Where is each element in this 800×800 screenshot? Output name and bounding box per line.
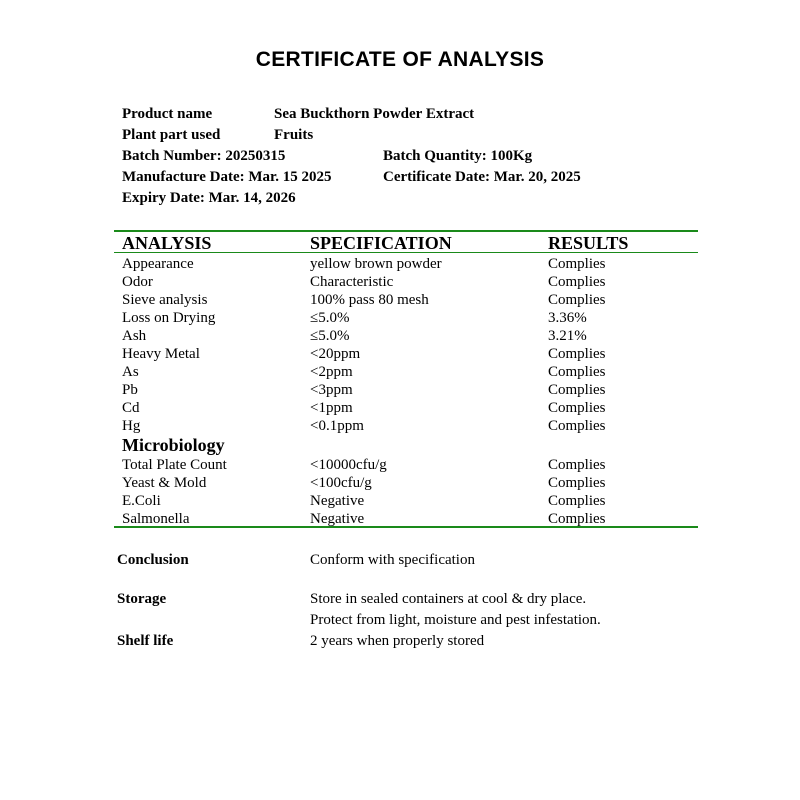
cell-result: Complies bbox=[548, 274, 606, 290]
shelf-life-value: 2 years when properly stored bbox=[310, 633, 485, 649]
table-top-rule bbox=[114, 230, 698, 232]
cell-analysis: E.Coli bbox=[122, 493, 161, 509]
product-name-value: Sea Buckthorn Powder Extract bbox=[274, 106, 475, 122]
cell-analysis: Odor bbox=[122, 274, 153, 290]
document-title: CERTIFICATE OF ANALYSIS bbox=[255, 48, 545, 71]
cell-specification: <3ppm bbox=[310, 382, 353, 398]
cell-specification: <10000cfu/g bbox=[310, 457, 387, 473]
shelf-life-label: Shelf life bbox=[117, 633, 174, 649]
cell-specification: <0.1ppm bbox=[310, 418, 364, 434]
cell-analysis: Ash bbox=[122, 328, 147, 344]
header-results: RESULTS bbox=[548, 233, 629, 253]
cell-specification: Negative bbox=[310, 493, 365, 509]
cell-result: Complies bbox=[548, 292, 606, 308]
storage-label: Storage bbox=[117, 591, 167, 607]
cell-specification: <2ppm bbox=[310, 364, 353, 380]
cell-analysis: Total Plate Count bbox=[122, 457, 227, 473]
cell-result: Complies bbox=[548, 418, 606, 434]
cell-result: Complies bbox=[548, 364, 606, 380]
cell-analysis: Cd bbox=[122, 400, 140, 416]
cell-analysis: As bbox=[122, 364, 139, 380]
cell-result: Complies bbox=[548, 493, 606, 509]
manufacture-date: Manufacture Date: Mar. 15 2025 bbox=[122, 169, 332, 185]
cell-analysis: Loss on Drying bbox=[122, 310, 216, 326]
cell-specification: yellow brown powder bbox=[310, 256, 442, 272]
cell-specification: Negative bbox=[310, 511, 365, 527]
storage-line-2: Protect from light, moisture and pest infestation. bbox=[310, 612, 601, 628]
cell-specification: ≤5.0% bbox=[310, 328, 350, 344]
header-analysis: ANALYSIS bbox=[122, 233, 212, 253]
product-name-label: Product name bbox=[122, 106, 213, 122]
microbiology-section-title: Microbiology bbox=[122, 435, 225, 455]
cell-analysis: Yeast & Mold bbox=[122, 475, 207, 491]
cell-result: 3.21% bbox=[548, 328, 587, 344]
cell-analysis: Appearance bbox=[122, 256, 194, 272]
cell-specification: <1ppm bbox=[310, 400, 353, 416]
cell-result: Complies bbox=[548, 382, 606, 398]
cell-specification: ≤5.0% bbox=[310, 310, 350, 326]
cell-specification: <100cfu/g bbox=[310, 475, 372, 491]
plant-part-label: Plant part used bbox=[122, 127, 221, 143]
expiry-date: Expiry Date: Mar. 14, 2026 bbox=[122, 190, 296, 206]
conclusion-label: Conclusion bbox=[117, 552, 189, 568]
table-bottom-rule bbox=[114, 526, 698, 528]
cell-specification: <20ppm bbox=[310, 346, 361, 362]
storage-line-1: Store in sealed containers at cool & dry place. bbox=[310, 591, 587, 607]
cell-analysis: Sieve analysis bbox=[122, 292, 208, 308]
cell-result: Complies bbox=[548, 457, 606, 473]
cell-result: Complies bbox=[548, 346, 606, 362]
cell-result: Complies bbox=[548, 511, 606, 527]
cell-result: Complies bbox=[548, 400, 606, 416]
certificate-date: Certificate Date: Mar. 20, 2025 bbox=[383, 169, 581, 185]
plant-part-value: Fruits bbox=[274, 127, 314, 143]
cell-specification: Characteristic bbox=[310, 274, 394, 290]
cell-analysis: Hg bbox=[122, 418, 141, 434]
cell-result: Complies bbox=[548, 475, 606, 491]
cell-analysis: Pb bbox=[122, 382, 138, 398]
cell-result: 3.36% bbox=[548, 310, 587, 326]
cell-analysis: Heavy Metal bbox=[122, 346, 200, 362]
batch-quantity: Batch Quantity: 100Kg bbox=[383, 148, 533, 164]
conclusion-value: Conform with specification bbox=[310, 552, 475, 568]
batch-number: Batch Number: 20250315 bbox=[122, 148, 286, 164]
cell-analysis: Salmonella bbox=[122, 511, 190, 527]
cell-specification: 100% pass 80 mesh bbox=[310, 292, 429, 308]
cell-result: Complies bbox=[548, 256, 606, 272]
header-specification: SPECIFICATION bbox=[310, 233, 452, 253]
